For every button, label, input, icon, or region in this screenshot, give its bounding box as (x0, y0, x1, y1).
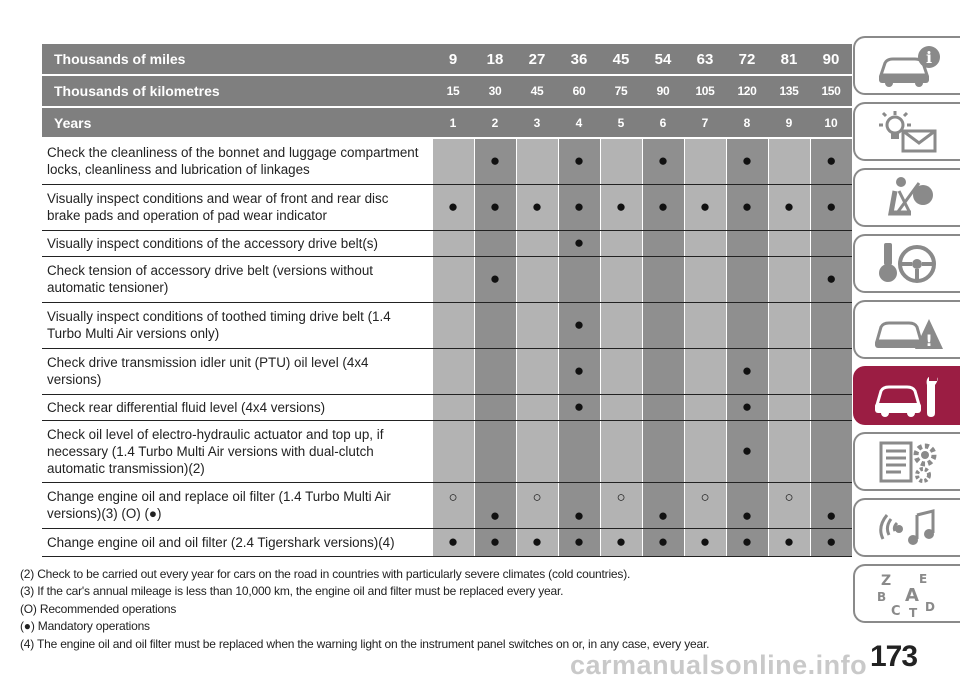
interval-cell (642, 230, 684, 256)
interval-cell (516, 528, 558, 556)
interval-cell (558, 420, 600, 482)
operation-description: Change engine oil and oil filter (2.4 Tigershark versions)(4) (42, 528, 432, 556)
interval-cell (558, 482, 600, 528)
operation-description: Check tension of accessory drive belt (versions without automatic tensioner) (42, 256, 432, 302)
mandatory-mark: ● (826, 531, 837, 551)
interval-cell (432, 230, 474, 256)
operation-description: Check the cleanliness of the bonnet and luggage compartment locks, cleanliness and lubrication of linkages (42, 138, 432, 184)
interval-cell (768, 138, 810, 184)
mandatory-mark: ● (573, 531, 585, 551)
section-tabs (853, 36, 960, 630)
interval-cell (684, 482, 726, 528)
mandatory-mark: ● (489, 150, 501, 170)
mandatory-mark: ● (657, 531, 669, 551)
interval-cell (684, 528, 726, 556)
interval-cell (810, 230, 852, 256)
header-value: 105 (684, 75, 726, 107)
multimedia-music-icon (871, 503, 945, 553)
tab-starting-driving[interactable] (853, 234, 960, 293)
interval-cell (516, 420, 558, 482)
mandatory-mark: ● (573, 196, 585, 216)
header-value: 45 (600, 44, 642, 75)
interval-cell (600, 420, 642, 482)
schedule-row (42, 302, 852, 348)
interval-cell (768, 184, 810, 230)
mandatory-mark: ● (657, 150, 669, 170)
car-accident-icon (871, 305, 945, 355)
tab-knowing-your-car[interactable] (853, 36, 960, 95)
interval-cell (516, 256, 558, 302)
interval-cell (768, 528, 810, 556)
interval-cell (642, 394, 684, 420)
tab-emergency[interactable] (853, 300, 960, 359)
operation-description: Visually inspect conditions of the accessory drive belt(s) (42, 230, 432, 256)
header-value: 45 (516, 75, 558, 107)
header-value: 2 (474, 107, 516, 138)
header-label: Thousands of kilometres (42, 75, 432, 107)
interval-cell (642, 482, 684, 528)
header-value: 30 (474, 75, 516, 107)
interval-cell (726, 138, 768, 184)
mandatory-mark: ● (489, 268, 501, 288)
recommended-mark: ○ (448, 488, 458, 506)
mandatory-mark: ● (657, 196, 669, 216)
interval-cell (726, 302, 768, 348)
footnote: (3) If the car's annual mileage is less than 10,000 km, the engine oil and filter must be replaced every year. (20, 584, 564, 599)
interval-cell (432, 482, 474, 528)
interval-cell (474, 348, 516, 394)
interval-cell (432, 138, 474, 184)
interval-cell (726, 394, 768, 420)
interval-cell (810, 184, 852, 230)
interval-cell (432, 528, 474, 556)
interval-cell (684, 394, 726, 420)
schedule-row (42, 528, 852, 556)
svg-text:B: B (876, 589, 886, 604)
header-label: Years (42, 107, 432, 138)
schedule-row (42, 256, 852, 302)
mandatory-mark: ● (573, 360, 585, 380)
interval-cell (726, 482, 768, 528)
header-value: 18 (474, 44, 516, 75)
interval-cell (432, 420, 474, 482)
tab-warning-lights[interactable] (853, 102, 960, 161)
header-row-kilometres (42, 75, 852, 107)
svg-text:C: C (890, 603, 901, 619)
mandatory-mark: ● (699, 196, 711, 216)
operation-description: Check oil level of electro-hydraulic actuator and top up, if necessary (1.4 Turbo Multi Air versions with dual-clutch automatic transmission)(2) (42, 420, 432, 482)
interval-cell (474, 256, 516, 302)
interval-cell (810, 302, 852, 348)
interval-cell (768, 230, 810, 256)
operation-description: Visually inspect conditions of toothed timing drive belt (1.4 Turbo Multi Air versions only) (42, 302, 432, 348)
mandatory-mark: ● (699, 531, 711, 551)
header-row-miles (42, 44, 852, 75)
footnote: (4) The engine oil and oil filter must be replaced when the warning light on the instrument panel switches on or, in any case, every year. (20, 636, 710, 651)
watermark: carmanualsonline.info (570, 650, 868, 680)
mandatory-mark: ● (573, 505, 585, 525)
interval-cell (432, 302, 474, 348)
svg-text:E: E (918, 571, 927, 586)
header-value: 90 (810, 44, 852, 75)
interval-cell (516, 230, 558, 256)
mandatory-mark: ● (783, 531, 795, 551)
svg-text:Z: Z (880, 572, 891, 589)
interval-cell (600, 302, 642, 348)
interval-cell (642, 420, 684, 482)
header-value: 72 (726, 44, 768, 75)
interval-cell (810, 394, 852, 420)
mandatory-mark: ● (447, 196, 459, 216)
interval-cell (810, 256, 852, 302)
tab-servicing-care[interactable] (853, 366, 960, 425)
footnote: (O) Recommended operations (20, 601, 177, 616)
interval-cell (600, 184, 642, 230)
header-value: 5 (600, 107, 642, 138)
interval-cell (684, 348, 726, 394)
interval-cell (474, 394, 516, 420)
interval-cell (768, 420, 810, 482)
warning-light-envelope-icon (871, 107, 945, 157)
header-value: 60 (558, 75, 600, 107)
operation-description: Visually inspect conditions and wear of front and rear disc brake pads and operation of pad wear indicator (42, 184, 432, 230)
header-value: 120 (726, 75, 768, 107)
mandatory-mark: ● (826, 505, 837, 525)
header-value: 7 (684, 107, 726, 138)
maintenance-schedule-table (42, 44, 852, 557)
header-value: 15 (432, 75, 474, 107)
header-value: 90 (642, 75, 684, 107)
interval-cell (684, 420, 726, 482)
header-value: 3 (516, 107, 558, 138)
recommended-mark: ○ (532, 488, 542, 506)
interval-cell (558, 184, 600, 230)
operation-description: Change engine oil and replace oil filter (1.4 Turbo Multi Air versions)(3) (O) (●) (42, 482, 432, 528)
svg-text:A: A (904, 584, 919, 606)
header-value: 6 (642, 107, 684, 138)
interval-cell (474, 420, 516, 482)
interval-cell (516, 394, 558, 420)
header-value: 75 (600, 75, 642, 107)
interval-cell (600, 230, 642, 256)
interval-cell (600, 528, 642, 556)
svg-text:D: D (924, 599, 935, 614)
interval-cell (558, 256, 600, 302)
header-value: 81 (768, 44, 810, 75)
header-value: 9 (768, 107, 810, 138)
interval-cell (600, 394, 642, 420)
header-value: 150 (810, 75, 852, 107)
tab-index[interactable] (853, 564, 960, 623)
mandatory-mark: ● (826, 268, 837, 288)
interval-cell (474, 482, 516, 528)
mandatory-mark: ● (573, 150, 585, 170)
recommended-mark: ○ (784, 488, 794, 506)
mandatory-mark: ● (657, 505, 669, 525)
interval-cell (642, 528, 684, 556)
interval-cell (684, 184, 726, 230)
header-value: 36 (558, 44, 600, 75)
header-value: 8 (726, 107, 768, 138)
mandatory-mark: ● (573, 396, 585, 416)
mandatory-mark: ● (531, 196, 543, 216)
interval-cell (726, 184, 768, 230)
operation-description: Check rear differential fluid level (4x4 versions) (42, 394, 432, 420)
interval-cell (474, 528, 516, 556)
interval-cell (558, 394, 600, 420)
schedule-row (42, 420, 852, 482)
interval-cell (642, 184, 684, 230)
schedule-row (42, 184, 852, 230)
interval-cell (516, 138, 558, 184)
interval-cell (768, 394, 810, 420)
alphabet-index-icon (871, 569, 945, 619)
interval-cell (726, 420, 768, 482)
interval-cell (642, 138, 684, 184)
interval-cell (810, 138, 852, 184)
interval-cell (558, 302, 600, 348)
mandatory-mark: ● (741, 531, 753, 551)
page-number: 173 (870, 640, 918, 673)
interval-cell (474, 230, 516, 256)
schedule-row (42, 482, 852, 528)
mandatory-mark: ● (573, 314, 585, 334)
interval-cell (768, 482, 810, 528)
header-row-years (42, 107, 852, 138)
interval-cell (516, 184, 558, 230)
car-info-icon (871, 41, 945, 91)
interval-cell (432, 184, 474, 230)
interval-cell (768, 256, 810, 302)
schedule-row (42, 394, 852, 420)
mandatory-mark: ● (489, 531, 501, 551)
interval-cell (810, 528, 852, 556)
interval-cell (768, 302, 810, 348)
interval-cell (558, 230, 600, 256)
mandatory-mark: ● (826, 196, 837, 216)
interval-cell (600, 482, 642, 528)
interval-cell (684, 302, 726, 348)
interval-cell (432, 256, 474, 302)
interval-cell (684, 256, 726, 302)
interval-cell (810, 482, 852, 528)
header-value: 63 (684, 44, 726, 75)
header-value: 27 (516, 44, 558, 75)
interval-cell (474, 184, 516, 230)
mandatory-mark: ● (615, 531, 627, 551)
interval-cell (810, 420, 852, 482)
interval-cell (432, 348, 474, 394)
header-value: 1 (432, 107, 474, 138)
mandatory-mark: ● (489, 196, 501, 216)
header-value: 4 (558, 107, 600, 138)
svg-text:!: ! (924, 330, 933, 350)
interval-cell (432, 394, 474, 420)
mandatory-mark: ● (741, 150, 753, 170)
header-label: Thousands of miles (42, 44, 432, 75)
mandatory-mark: ● (826, 150, 837, 170)
mandatory-mark: ● (741, 505, 753, 525)
svg-text:i: i (925, 47, 932, 67)
header-value: 135 (768, 75, 810, 107)
interval-cell (600, 348, 642, 394)
interval-cell (558, 528, 600, 556)
seat-airbag-icon (871, 173, 945, 223)
recommended-mark: ○ (616, 488, 626, 506)
interval-cell (642, 302, 684, 348)
mandatory-mark: ● (447, 531, 459, 551)
footnote: (2) Check to be carried out every year for cars on the road in countries with particularly severe climates (cold countries). (20, 567, 631, 581)
mandatory-mark: ● (741, 396, 753, 416)
interval-cell (516, 302, 558, 348)
interval-cell (516, 348, 558, 394)
header-value: 10 (810, 107, 852, 138)
interval-cell (558, 348, 600, 394)
interval-cell (684, 138, 726, 184)
mandatory-mark: ● (615, 196, 627, 216)
tab-multimedia[interactable] (853, 498, 960, 557)
interval-cell (600, 138, 642, 184)
interval-cell (474, 138, 516, 184)
key-steering-wheel-icon (871, 239, 945, 289)
tab-safety[interactable] (853, 168, 960, 227)
interval-cell (474, 302, 516, 348)
header-value: 54 (642, 44, 684, 75)
interval-cell (810, 348, 852, 394)
interval-cell (600, 256, 642, 302)
interval-cell (726, 256, 768, 302)
svg-text:T: T (908, 605, 917, 619)
interval-cell (768, 348, 810, 394)
tab-technical-data[interactable] (853, 432, 960, 491)
schedule-row (42, 138, 852, 184)
footnote: (●) Mandatory operations (20, 619, 150, 634)
recommended-mark: ○ (700, 488, 710, 506)
car-wrench-icon (871, 371, 945, 421)
header-value: 9 (432, 44, 474, 75)
mandatory-mark: ● (573, 232, 585, 252)
schedule-row (42, 348, 852, 394)
mandatory-mark: ● (531, 531, 543, 551)
mandatory-mark: ● (489, 505, 501, 525)
data-gear-icon (871, 437, 945, 487)
interval-cell (726, 528, 768, 556)
interval-cell (642, 256, 684, 302)
interval-cell (726, 348, 768, 394)
operation-description: Check drive transmission idler unit (PTU) oil level (4x4 versions) (42, 348, 432, 394)
mandatory-mark: ● (741, 360, 753, 380)
interval-cell (726, 230, 768, 256)
interval-cell (516, 482, 558, 528)
footnotes (20, 566, 820, 653)
interval-cell (684, 230, 726, 256)
interval-cell (558, 138, 600, 184)
mandatory-mark: ● (741, 196, 753, 216)
schedule-row (42, 230, 852, 256)
mandatory-mark: ● (741, 440, 753, 460)
mandatory-mark: ● (783, 196, 795, 216)
interval-cell (642, 348, 684, 394)
